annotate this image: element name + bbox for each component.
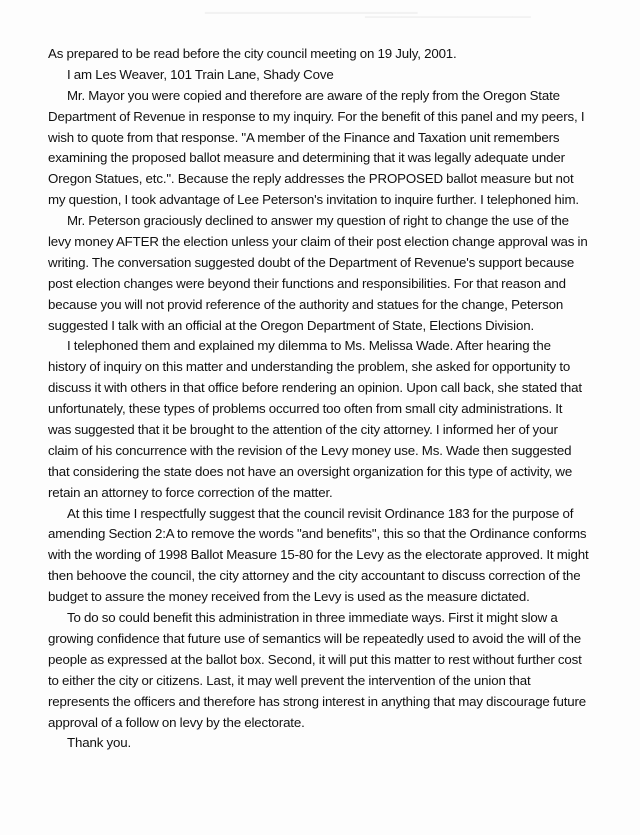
letter-line: retain an attorney to force correction of the matter. bbox=[48, 484, 333, 500]
letter-line: examining the proposed ballot measure and determining that it was legally adequate under bbox=[48, 150, 565, 166]
letter-line: growing confidence that future use of semantics will be repeatedly used to avoid the will of the bbox=[48, 630, 581, 646]
letter-line: people as expressed at the ballot box. Second, it will put this matter to rest without further cost bbox=[48, 651, 582, 667]
letter-line: Thank you. bbox=[67, 735, 131, 751]
letter-line: As prepared to be read before the city council meeting on 19 July, 2001. bbox=[48, 46, 457, 61]
letter-line: levy money AFTER the election unless your claim of their post election change approval was in bbox=[48, 234, 588, 250]
letter-line: Mr. Peterson graciously declined to answer my question of right to change the use of the bbox=[67, 213, 569, 229]
letter-line: that considering the state does not have an oversight organization for this type of activity, we bbox=[48, 463, 573, 479]
letter-line: with the wording of 1998 Ballot Measure 15-80 for the Levy as the electorate approved. It might bbox=[48, 547, 589, 563]
letter-body bbox=[48, 44, 616, 754]
letter-line: then behoove the council, the city attorney and the city accountant to discuss correction of the bbox=[48, 568, 581, 584]
letter-line: unfortunately, these types of problems occurred too often from small city administrations. It bbox=[48, 401, 563, 417]
letter-line: wish to quote from that response. "A member of the Finance and Taxation unit remembers bbox=[48, 129, 560, 145]
letter-line: represents the officers and therefore has strong interest in anything that may discourage future bbox=[48, 693, 587, 709]
letter-line: writing. The conversation suggested doubt of the Department of Revenue's support because bbox=[48, 254, 575, 270]
letter-line: post election changes were beyond their functions and responsibilities. For that reason and bbox=[48, 275, 566, 291]
letter-line: budget to assure the money received from the Levy is used as the measure dictated. bbox=[48, 589, 530, 605]
letter-line: to either the city or citizens. Last, it may well prevent the intervention of the union that bbox=[48, 672, 531, 688]
letter-line: amending Section 2:A to remove the words "and benefits", this so that the Ordinance conforms bbox=[48, 526, 587, 542]
letter-line: claim of his concurrence with the revision of the Levy money use. Ms. Wade then suggested bbox=[48, 442, 572, 458]
letter-line: At this time I respectfully suggest that the council revisit Ordinance 183 for the purpose of bbox=[67, 505, 574, 521]
letter-line: approval of a follow on levy by the electorate. bbox=[48, 714, 305, 730]
letter-line: Department of Revenue in response to my inquiry. For the benefit of this panel and my peers, I bbox=[48, 108, 585, 124]
letter-line: my question, I took advantage of Lee Peterson's invitation to inquire further. I telephoned him. bbox=[48, 192, 579, 208]
letter-line: suggested I talk with an official at the Oregon Department of State, Elections Division. bbox=[48, 317, 534, 333]
letter-line: discuss it with others in that office before rendering an opinion. Upon call back, she stated that bbox=[48, 380, 582, 396]
letter-line: Mr. Mayor you were copied and therefore are aware of the reply from the Oregon State bbox=[67, 87, 560, 103]
letter-line: I am Les Weaver, 101 Train Lane, Shady Cove bbox=[67, 66, 334, 82]
letter-line: was suggested that it be brought to the attention of the city attorney. I informed her of your bbox=[48, 422, 558, 438]
letter-line: history of inquiry on this matter and understanding the problem, she asked for opportunity to bbox=[48, 359, 571, 375]
letter-line: I telephoned them and explained my dilemma to Ms. Melissa Wade. After hearing the bbox=[67, 338, 551, 354]
letter-line: because you will not provid reference of the authority and statues for the change, Peterson bbox=[48, 296, 564, 312]
letter-line: Oregon Statues, etc.". Because the reply addresses the PROPOSED ballot measure but not bbox=[48, 171, 574, 187]
letter-line: To do so could benefit this administration in three immediate ways. First it might slow a bbox=[67, 610, 558, 626]
